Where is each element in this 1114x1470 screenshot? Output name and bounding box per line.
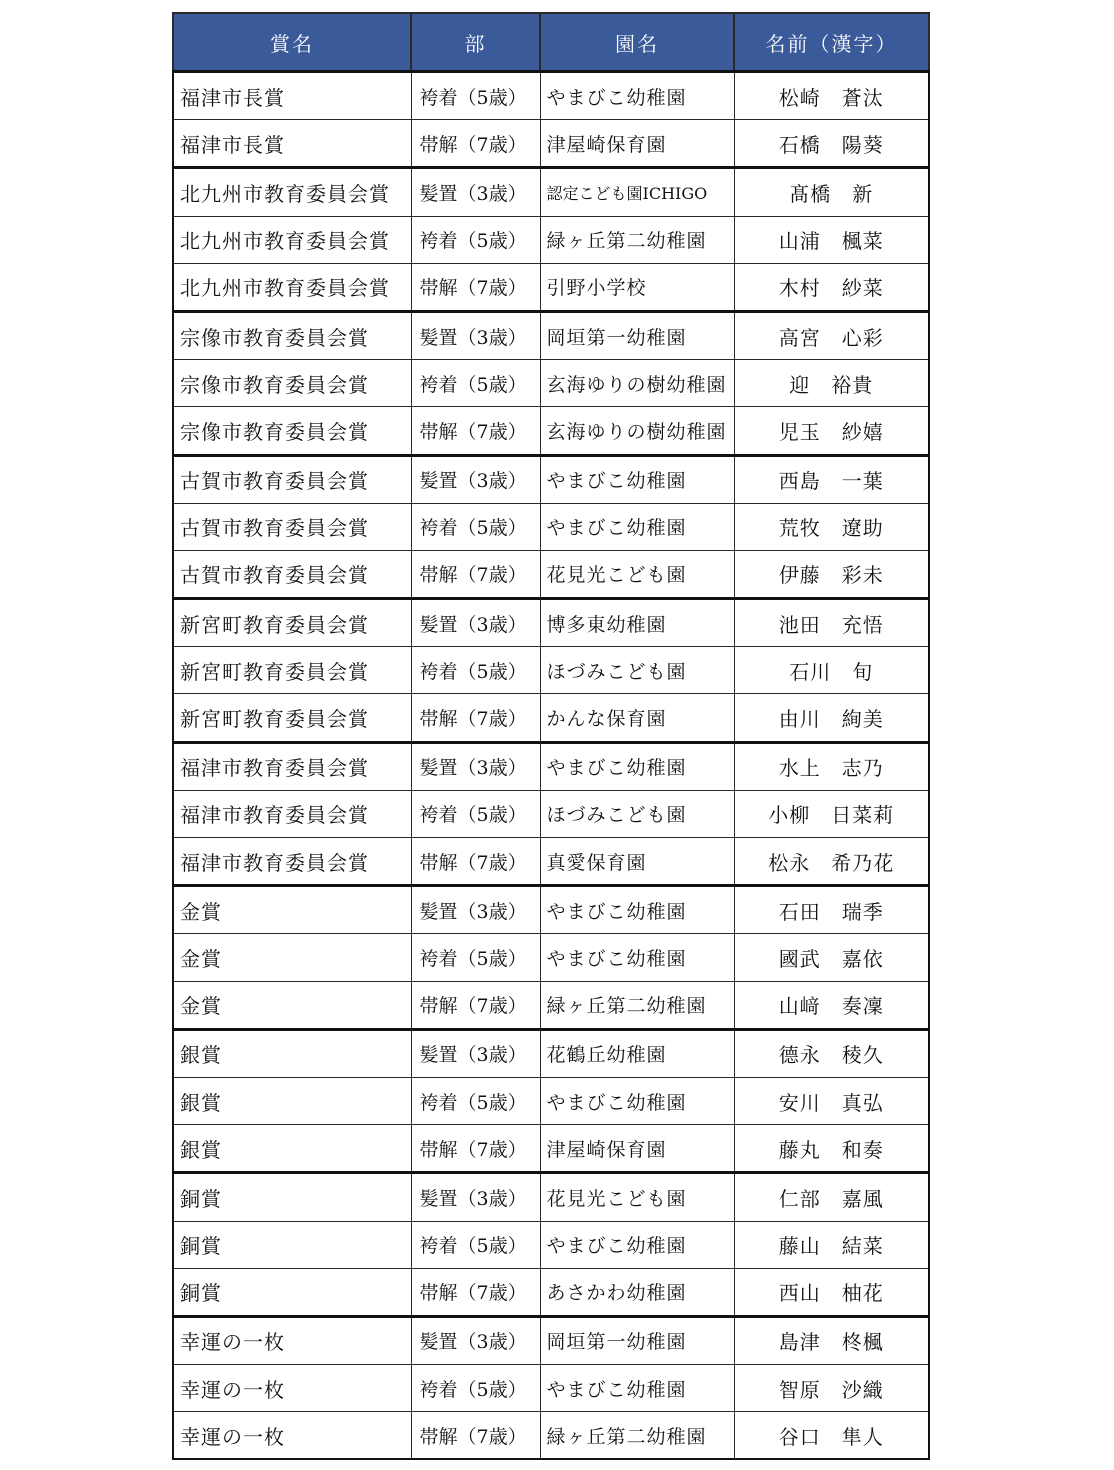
school-cell: やまびこ幼稚園 [540, 1365, 734, 1412]
school-cell: やまびこ幼稚園 [540, 72, 734, 120]
award-cell: 銅賞 [173, 1173, 411, 1221]
name-cell: 西島 一葉 [734, 455, 929, 503]
school-cell: 緑ヶ丘第二幼稚園 [540, 216, 734, 263]
award-cell: 古賀市教育委員会賞 [173, 550, 411, 598]
award-cell: 北九州市教育委員会賞 [173, 263, 411, 311]
school-cell: 岡垣第一幼稚園 [540, 311, 734, 359]
table-row [173, 647, 929, 694]
table-row [173, 1365, 929, 1412]
school-cell: 玄海ゆりの樹幼稚園 [540, 360, 734, 407]
award-cell: 銅賞 [173, 1268, 411, 1316]
table-row [173, 407, 929, 455]
school-cell: やまびこ幼稚園 [540, 934, 734, 981]
school-cell: やまびこ幼稚園 [540, 455, 734, 503]
school-cell: あさかわ幼稚園 [540, 1268, 734, 1316]
division-cell: 帯解（7歳） [411, 263, 540, 311]
school-cell: 真愛保育園 [540, 838, 734, 886]
table-row [173, 1125, 929, 1173]
table-row [173, 168, 929, 216]
name-cell: 迎 裕貴 [734, 360, 929, 407]
name-cell: 児玉 紗嬉 [734, 407, 929, 455]
table-row [173, 981, 929, 1029]
division-cell: 髪置（3歳） [411, 168, 540, 216]
name-cell: 石川 旬 [734, 647, 929, 694]
award-cell: 北九州市教育委員会賞 [173, 168, 411, 216]
table-row [173, 120, 929, 168]
school-cell: 緑ヶ丘第二幼稚園 [540, 981, 734, 1029]
table-row [173, 1173, 929, 1221]
school-cell: やまびこ幼稚園 [540, 1221, 734, 1268]
school-cell: 花見光こども園 [540, 1173, 734, 1221]
table-row [173, 1412, 929, 1460]
table-row [173, 1221, 929, 1268]
table-row [173, 503, 929, 550]
table-row [173, 742, 929, 790]
name-cell: 島津 柊楓 [734, 1316, 929, 1364]
name-cell: 池田 充悟 [734, 599, 929, 647]
school-cell: 玄海ゆりの樹幼稚園 [540, 407, 734, 455]
name-cell: 山浦 楓菜 [734, 216, 929, 263]
division-cell: 帯解（7歳） [411, 694, 540, 742]
award-cell: 北九州市教育委員会賞 [173, 216, 411, 263]
school-cell: 津屋崎保育園 [540, 120, 734, 168]
award-cell: 新宮町教育委員会賞 [173, 694, 411, 742]
name-cell: 德永 稜久 [734, 1029, 929, 1077]
header-award: 賞名 [173, 13, 411, 72]
division-cell: 髪置（3歳） [411, 1316, 540, 1364]
division-cell: 髪置（3歳） [411, 886, 540, 934]
award-cell: 福津市教育委員会賞 [173, 790, 411, 837]
division-cell: 袴着（5歳） [411, 216, 540, 263]
award-cell: 新宮町教育委員会賞 [173, 647, 411, 694]
school-cell: 緑ヶ丘第二幼稚園 [540, 1412, 734, 1460]
school-cell: ほづみこども園 [540, 790, 734, 837]
name-cell: 荒牧 遼助 [734, 503, 929, 550]
school-cell: 博多東幼稚園 [540, 599, 734, 647]
table-row [173, 311, 929, 359]
award-cell: 宗像市教育委員会賞 [173, 311, 411, 359]
name-cell: 谷口 隼人 [734, 1412, 929, 1460]
name-cell: 松永 希乃花 [734, 838, 929, 886]
name-cell: 山﨑 奏凜 [734, 981, 929, 1029]
division-cell: 袴着（5歳） [411, 72, 540, 120]
division-cell: 髪置（3歳） [411, 1173, 540, 1221]
table-row [173, 790, 929, 837]
division-cell: 帯解（7歳） [411, 981, 540, 1029]
award-cell: 福津市教育委員会賞 [173, 838, 411, 886]
award-cell: 福津市長賞 [173, 72, 411, 120]
name-cell: 西山 柚花 [734, 1268, 929, 1316]
division-cell: 帯解（7歳） [411, 550, 540, 598]
school-cell: 認定こども園ICHIGO [540, 168, 734, 216]
division-cell: 袴着（5歳） [411, 647, 540, 694]
award-cell: 福津市教育委員会賞 [173, 742, 411, 790]
name-cell: 伊藤 彩未 [734, 550, 929, 598]
award-cell: 銀賞 [173, 1077, 411, 1124]
division-cell: 袴着（5歳） [411, 503, 540, 550]
division-cell: 髪置（3歳） [411, 742, 540, 790]
award-cell: 金賞 [173, 886, 411, 934]
header-row [173, 13, 929, 72]
school-cell: 花見光こども園 [540, 550, 734, 598]
award-cell: 福津市長賞 [173, 120, 411, 168]
table-body [173, 72, 929, 1460]
table-row [173, 694, 929, 742]
table-row [173, 1029, 929, 1077]
name-cell: 石田 瑞季 [734, 886, 929, 934]
table-row [173, 838, 929, 886]
name-cell: 藤丸 和奏 [734, 1125, 929, 1173]
award-cell: 宗像市教育委員会賞 [173, 360, 411, 407]
school-cell: 花鶴丘幼稚園 [540, 1029, 734, 1077]
division-cell: 髪置（3歳） [411, 1029, 540, 1077]
division-cell: 袴着（5歳） [411, 1077, 540, 1124]
name-cell: 由川 絢美 [734, 694, 929, 742]
division-cell: 袴着（5歳） [411, 1365, 540, 1412]
award-cell: 銅賞 [173, 1221, 411, 1268]
award-cell: 銀賞 [173, 1029, 411, 1077]
award-cell: 幸運の一枚 [173, 1365, 411, 1412]
award-cell: 古賀市教育委員会賞 [173, 503, 411, 550]
division-cell: 髪置（3歳） [411, 455, 540, 503]
name-cell: 髙橋 新 [734, 168, 929, 216]
name-cell: 小柳 日菜莉 [734, 790, 929, 837]
name-cell: 仁部 嘉風 [734, 1173, 929, 1221]
division-cell: 帯解（7歳） [411, 838, 540, 886]
division-cell: 袴着（5歳） [411, 1221, 540, 1268]
school-cell: やまびこ幼稚園 [540, 886, 734, 934]
division-cell: 帯解（7歳） [411, 1125, 540, 1173]
school-cell: やまびこ幼稚園 [540, 1077, 734, 1124]
school-cell: 岡垣第一幼稚園 [540, 1316, 734, 1364]
name-cell: 智原 沙織 [734, 1365, 929, 1412]
table-row [173, 934, 929, 981]
school-cell: かんな保育園 [540, 694, 734, 742]
award-cell: 金賞 [173, 934, 411, 981]
table-row [173, 599, 929, 647]
division-cell: 袴着（5歳） [411, 360, 540, 407]
header-name: 名前（漢字） [734, 13, 929, 72]
table-row [173, 1268, 929, 1316]
name-cell: 水上 志乃 [734, 742, 929, 790]
name-cell: 國武 嘉依 [734, 934, 929, 981]
table-row [173, 550, 929, 598]
name-cell: 高宮 心彩 [734, 311, 929, 359]
table-row [173, 455, 929, 503]
award-cell: 幸運の一枚 [173, 1412, 411, 1460]
award-cell: 幸運の一枚 [173, 1316, 411, 1364]
division-cell: 袴着（5歳） [411, 790, 540, 837]
name-cell: 安川 真弘 [734, 1077, 929, 1124]
table-header [173, 13, 929, 72]
division-cell: 帯解（7歳） [411, 1412, 540, 1460]
award-table [172, 12, 930, 1460]
name-cell: 松崎 蒼汰 [734, 72, 929, 120]
name-cell: 石橋 陽葵 [734, 120, 929, 168]
award-cell: 新宮町教育委員会賞 [173, 599, 411, 647]
header-division: 部 [411, 13, 540, 72]
table-row [173, 360, 929, 407]
table-row [173, 72, 929, 120]
header-school: 園名 [540, 13, 734, 72]
name-cell: 藤山 結菜 [734, 1221, 929, 1268]
award-cell: 銀賞 [173, 1125, 411, 1173]
division-cell: 帯解（7歳） [411, 1268, 540, 1316]
school-cell: ほづみこども園 [540, 647, 734, 694]
division-cell: 帯解（7歳） [411, 120, 540, 168]
division-cell: 髪置（3歳） [411, 311, 540, 359]
school-cell: 引野小学校 [540, 263, 734, 311]
name-cell: 木村 紗菜 [734, 263, 929, 311]
school-cell: 津屋崎保育園 [540, 1125, 734, 1173]
division-cell: 袴着（5歳） [411, 934, 540, 981]
award-cell: 金賞 [173, 981, 411, 1029]
table-row [173, 1077, 929, 1124]
school-cell: やまびこ幼稚園 [540, 742, 734, 790]
school-cell: やまびこ幼稚園 [540, 503, 734, 550]
table-row [173, 263, 929, 311]
award-cell: 古賀市教育委員会賞 [173, 455, 411, 503]
table-row [173, 1316, 929, 1364]
award-cell: 宗像市教育委員会賞 [173, 407, 411, 455]
table-row [173, 886, 929, 934]
division-cell: 帯解（7歳） [411, 407, 540, 455]
division-cell: 髪置（3歳） [411, 599, 540, 647]
table-row [173, 216, 929, 263]
